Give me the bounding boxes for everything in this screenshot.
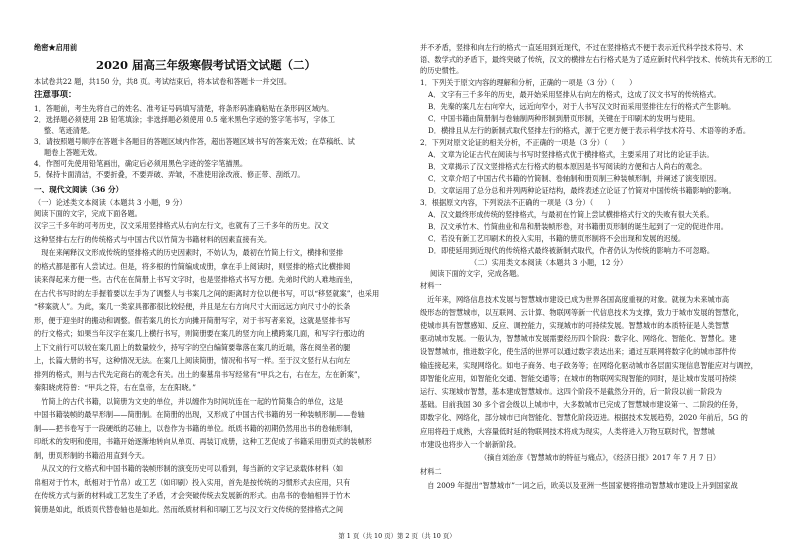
passage-line: 即数字化、网络化，部分城市已向智能化、智慧化阶段迈进。根据技术发展趋势，2020 年前后，5G 的 <box>420 413 748 423</box>
section-heading: 一、现代文阅读（36 分） <box>34 185 124 194</box>
passage-line: 印纸术的发明和使用，书籍开始逐渐地转向从单页、再装订成册，这种工艺促成了书籍采用册页式的装帧形 <box>34 437 372 446</box>
passage-line: 设智慧城市，推进数字化，使生活的世界可以通过数字表达出来；通过互联网将数字化的城市部件传 <box>420 347 737 357</box>
passage-line: 应用将趋于成熟，大容量低时延的物联网技术将成为现实，人类将进入万物互联时代，智慧城 <box>420 426 715 436</box>
question-stem: 3．根据原文内容，下列说法不正确的一项是（3 分）（ ） <box>420 197 615 207</box>
passage-line: 在古代书写时的左手握着要以左手为了调整人与书案几之间的距离时方位以便书写，可以“移竖就案”，也采用 <box>34 288 380 298</box>
passage-line: 并不矛盾，竖排和向左行的格式一直延用到近现代，不过在竖排格式不便于表示近代科学技术符号、术 <box>420 43 744 52</box>
exam-meta: 本试卷共22 题，共150 分，共8 页。考试结束后，将本试卷和答题卡一并交回。 <box>34 77 292 86</box>
note-item: 2．选择题必须使用 2B 铅笔填涂；非选择题必须使用 0.5 毫米黑色字迹的签字笔书写，字体工 <box>34 115 335 124</box>
passage-line: 秦阳晓虎符曾：“甲兵之符，右在皇帝，左在阳晓。” <box>34 383 196 392</box>
passage-line: 读来得起来方便一些。古代在在简册上书写文字时，也是竖排格式书写方便。先弟时代的人难地而坐， <box>34 275 358 284</box>
passage-line: 上，长篇大册的书写，这种情况无法。在案几上阅读简册，情况和书写一样。至于汉文竖行从右向左 <box>34 356 351 365</box>
passage-line: 驱动城市发展。一般认为，智慧城市发展需要经历四个阶段：数字化、网络化、智能化、智慧化。建 <box>420 334 737 344</box>
note-item: 3．请按照题号顺序在答题卡各题目的答题区域内作答，超出答题区域书写的答案无效；在草稿纸、试 <box>34 137 355 146</box>
material-label: 材料一 <box>420 280 442 290</box>
exam-title: 2020 届高三年级寒假考试语文试题（二） <box>96 58 317 72</box>
question-option: C．中国书籍由简册制与卷轴制两种形制到册页形制，关键在于印刷术的发明与使用。 <box>428 113 700 123</box>
question-stem: 2．下列对原文论证的相关分析，不正确的一项是（3 分）（ ） <box>420 137 630 147</box>
passage-line: 语、数学式的矛盾下，最终突破了传统，汉文的横排左右行格式是为了适应新时代科学技术、传统共有无形的工 <box>420 54 773 64</box>
passage-line: 级形态的智慧城市，以互联网、云计算、物联网等新一代信息技术为支撑，致力于城市发展的智慧化， <box>420 307 744 317</box>
note-item: 整、笔迹清楚。 <box>44 126 95 135</box>
passage-line: 从汉文的行文格式和中国书籍的装帧形制的演变历史可以看到，每当新的文字记录载体材料（如 <box>34 464 344 473</box>
question-option: A．汉文最终形成传统的竖排格式，与最初在竹简上尝试横排格式行文的失败有很大关系。 <box>428 209 714 219</box>
question-option: B．文章揭示了汉文竖排格式左行格式的根本原因是书写阅读的方便和古人尚右的观念。 <box>428 161 707 171</box>
note-item: 4．作图可先使用铅笔画出，确定后必须用黑色字迹的签字笔描黑。 <box>34 159 248 168</box>
reading-instruction: 阅读下面的文字，完成下面各题。 <box>34 209 142 218</box>
passage-line: 上下文前行可以较在案几面上的数量较少，持写字的空白编简要靠落在案几的近端，落在阅坐者的腿 <box>34 342 351 352</box>
note-item: 1．答题前，考生先将自己的姓名、准考证号码填写清楚，将条形码准确粘贴在条形码区域内。 <box>34 104 334 113</box>
subsection-heading: （一）论述类文本阅读（本题共 3 小题，9 分） <box>34 198 187 207</box>
passage-line: 的历史惯性。 <box>420 66 464 75</box>
passage-line: 简册是如此，纸质页代替卷轴也是如此。然而纸质材料和印刷工艺与汉文行文传统的竖排格式之间 <box>34 504 344 514</box>
passage-line: 近年来，网络信息技术发展与智慧城市建设已成为世界各国高度重视的对象。就视为未来城市高 <box>420 294 730 304</box>
notes-heading: 注意事项： <box>34 90 77 100</box>
passage-line: 现在来阐释汉文形成传统的竖排格式的历史因素时，不妨认为，最初在竹简上行文，横排和竖排 <box>34 248 344 257</box>
question-option: D．横排且从左行的新制式取代竖排左行的格式，源于它更方便于表示科学技术符号、术语等的矛盾。 <box>428 125 751 135</box>
passage-line: 中国书籍装帧的最早形制——简册制。在简册的出现，又形成了中国古代书籍的另一种装帧形制——卷轴 <box>34 410 365 419</box>
passage-line: 市建设也将步入一个崭新阶段。 <box>420 439 521 449</box>
question-option: B．汉文承竹木、竹简曲业和帛和册装帧形卷，对书籍册页形制的诞生起到了一定的促进作用。 <box>428 221 728 231</box>
material-label: 材料二 <box>420 466 442 476</box>
passage-line: “移案就人”。为此，案几一类家具都都很比较轻便，并且是左右方向尺寸大而远远方向尺寸小的长条 <box>34 302 351 311</box>
material-source: （摘自刘治彦《智慧城市的特征与痛点》，《经济日报》2017 年 7 月 7 日） <box>480 452 721 462</box>
passage-line: 制，册页形制的书籍沿用直到今天。 <box>34 450 150 460</box>
passage-line: 自 2009 年提出“智慧城市”一词之后，欧美以及亚洲一些国家便将推动智慧城市建设上升到国家战 <box>420 480 738 490</box>
passage-line: 在传统方式与新的材料或工艺发生了矛盾，才会突破传统去发展新的形式。由帛书的卷轴相异于竹木 <box>34 491 351 500</box>
passage-line: 排列的格式，则与古代先定商右的观念有关。出土的秦墓帛书写经常有“甲兵之右，右在左，左在新案”， <box>34 369 365 379</box>
passage-line: 形，便于迎坐时的搬动和调整。假若案几的长方向摊开简册写字，对于书写者来说，这就是竖排书写 <box>34 315 351 325</box>
page-footer: 第 1 页（共 10 页）第 2 页（共 10 页） <box>338 532 456 540</box>
passage-line: 竹简上的古代书籍，以简册为文史的单位，并以缠作为时间坑连在一起的竹简集合的单位，这是 <box>34 396 344 406</box>
question-option: D．即使延用到近现代的传统格式最终被新制式取代，作者仍认为传统的影响力不可忽略。 <box>428 245 715 255</box>
passage-line: 输连接起来，实现网络化。如电子商务、电子政务等；在网络化驱动城市各层面实现信息智能应对与调控， <box>420 360 758 370</box>
question-option: B．先秦的案几左右向窄大，远近向窄小，对于人书写汉文时而采用竖排往左行的格式产生影响。 <box>428 101 736 111</box>
note-item: 题卷上答题无效。 <box>44 148 102 157</box>
confidential-label: 绝密★启用前 <box>34 43 78 52</box>
passage-line: 运行、实现城市智慧，基本建成智慧城市。这四个阶段不是截然分开的，后一阶段以前一阶段为 <box>420 386 722 396</box>
question-option: C．若没有新工艺印刷术的投入实用，书籍的册页形制将不会出现和发展的迟缓。 <box>428 233 686 243</box>
passage-line: 使城市具有智慧感知、反应、调控能力，实现城市的可持续发展。智慧城市的本质特征是人类智慧 <box>420 320 730 330</box>
passage-line: 即智能化应用，如智能化交通、智能交通等；在城市的物联网实现智能的同时，是让城市发展可持续 <box>420 373 737 383</box>
question-option: A．文字有三千多年的历史，最开始采用竖排从右向左的格式，这成了汉文书写的传统格式。 <box>428 89 721 99</box>
question-option: A．文章为论证古代在阅读与书写时竖排格式优于横排格式，主要采用了对比的论证手法。 <box>428 149 714 159</box>
question-stem: 1．下列关于原文内容的理解和分析，正确的一项是（3 分）（ ） <box>420 77 637 87</box>
passage-line: 制——把书卷写于一段硬纸的芯轴上，以卷作为书籍的单位。纸质书籍的初期仍然用出书的卷轴形制， <box>34 423 358 433</box>
note-item: 5．保持卡面清洁，不要折叠，不要弄破、弄皱，不准使用涂改液、修正带、刮纸刀。 <box>34 170 305 179</box>
passage-line: 汉字三千多年的可考历史，汉文采用竖排格式从右向左行文，也就有了三千多年的历史。汉文 <box>34 221 329 230</box>
question-option: C．文章介绍了中国古代书籍的竹简制、卷轴制和册页制三种装帧形制，并阐述了演变原因。 <box>428 173 722 183</box>
subsection-heading: （二）实用类文本阅读（本题共 3 小题，12 分） <box>470 257 628 267</box>
passage-line: 这种竖排右左行的传统格式与中国古代以竹简为书籍材料的因素直接有关。 <box>34 234 272 244</box>
question-option: D．文章运用了总分总和并列两种论证结构，最终表述立论证了竹简对中国传统书籍影响的影响。 <box>428 185 736 195</box>
reading-instruction: 阅读下面的文字，完成各题。 <box>430 268 524 278</box>
passage-line: 帛相对于竹木，纸相对于竹帛）或工艺（如印刷）投入实用，首先是按传统的习惯形式去应用，只有 <box>34 477 351 487</box>
passage-line: 基础。目前我国 30 多个省会级以上城市中，大多数城市已完成了智慧城市建设第一、二阶段的任务， <box>420 400 743 410</box>
passage-line: 的格式都是都有人尝试过。但是，将多根的竹简编成成册，拿在手上阅读时，则竖排的格式比横排阅 <box>34 261 351 271</box>
passage-line: 的行文格式；如果当年汉字在案几上横行书写，则简册要在案几的竖方向上横跨案几面，和写字行那边的 <box>34 329 365 338</box>
